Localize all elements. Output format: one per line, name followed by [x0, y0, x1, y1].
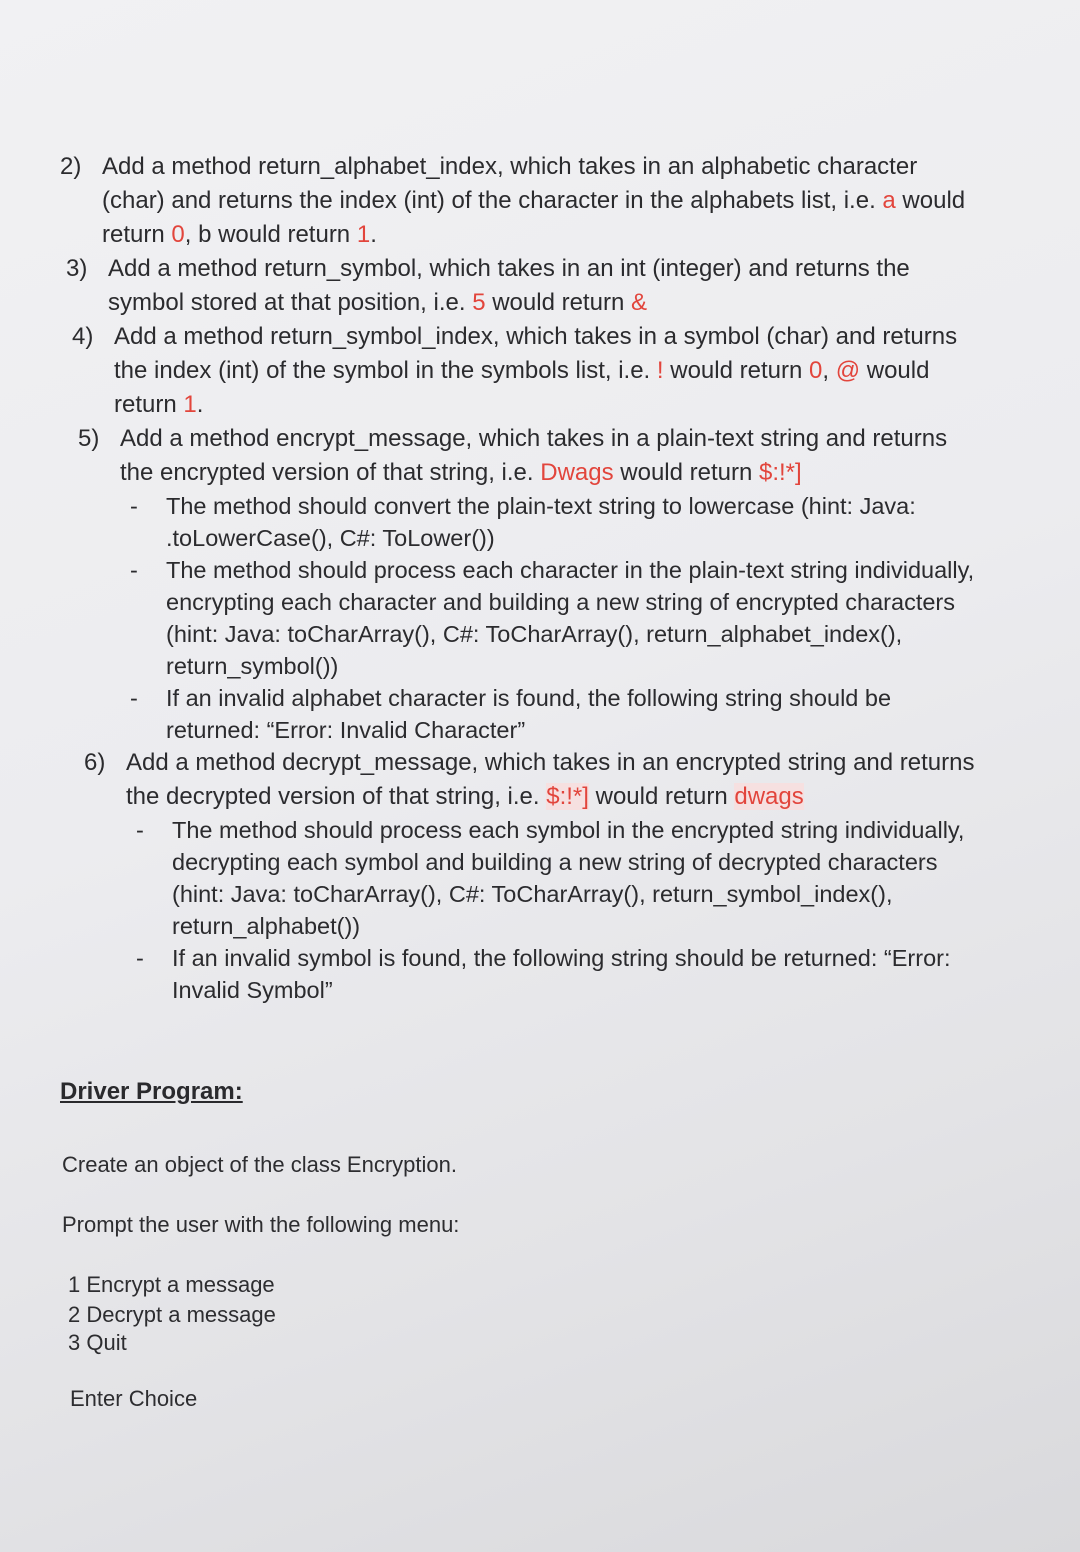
dash-bullet-icon: -	[130, 493, 138, 519]
example-value: !	[656, 357, 664, 384]
driver-program-heading: Driver Program:	[60, 1078, 243, 1105]
item-line	[108, 252, 1050, 286]
example-value: dwags	[734, 783, 804, 810]
item-body	[60, 150, 1050, 252]
text-run: decrypting each symbol and building a new string of decrypted characters	[172, 849, 938, 875]
example-value: 1	[183, 391, 197, 418]
example-value: $:!*]	[546, 783, 589, 810]
item-number: 4)	[72, 323, 94, 350]
sub-line	[166, 618, 1050, 650]
instruction-item	[84, 746, 1050, 1006]
item-number: 3)	[66, 255, 88, 282]
text-run: ,	[822, 357, 836, 384]
text-run: Add a method return_symbol_index, which takes in a symbol (char) and returns	[114, 323, 958, 350]
item-body	[78, 422, 1050, 490]
create-object-text: Create an object of the class Encryption.	[62, 1152, 457, 1177]
text-run: If an invalid symbol is found, the following string should be returned: “Error:	[172, 945, 951, 971]
item-line	[102, 150, 1050, 184]
text-run: (char) and returns the index (int) of the character in the alphabets list, i.e.	[102, 187, 883, 214]
text-run: If an invalid alphabet character is found, the following string should be	[166, 685, 892, 711]
sub-line	[166, 522, 1050, 554]
instruction-item	[66, 252, 1050, 320]
text-run: the index (int) of the symbol in the symbols list, i.e.	[114, 357, 657, 384]
example-value: 0	[808, 357, 823, 384]
text-run: would return	[588, 783, 735, 810]
text-run: .	[196, 391, 204, 418]
item-line	[120, 456, 1050, 490]
instructions-list	[60, 150, 1050, 1006]
item-line	[126, 746, 1050, 780]
instruction-item	[72, 320, 1050, 422]
text-run: return_symbol())	[166, 653, 339, 679]
text-run: the decrypted version of that string, i.e.	[126, 783, 547, 810]
menu-option-quit: 3 Quit	[68, 1330, 127, 1355]
dash-bullet-icon: -	[130, 685, 138, 711]
instruction-item	[78, 422, 1050, 746]
item-body	[66, 252, 1050, 320]
item-line	[108, 286, 1050, 320]
example-value: 0	[171, 221, 185, 248]
example-value: a	[882, 187, 896, 214]
prompt-text: Prompt the user with the following menu:	[62, 1212, 460, 1237]
item-number: 5)	[78, 425, 100, 452]
example-value: &	[630, 289, 647, 316]
sub-line	[172, 942, 1050, 974]
dash-bullet-icon: -	[130, 557, 138, 583]
example-value: 1	[356, 221, 371, 248]
text-run: return_alphabet())	[172, 913, 361, 939]
sub-line	[166, 554, 1050, 586]
text-run: return	[102, 221, 172, 248]
text-run: Add a method decrypt_message, which takes in an encrypted string and returns	[126, 749, 975, 776]
text-run: the encrypted version of that string, i.e.	[120, 459, 541, 486]
sub-line	[172, 878, 1050, 910]
menu-option-decrypt: 2 Decrypt a message	[68, 1302, 276, 1327]
item-body	[84, 746, 1050, 814]
sub-bullet	[78, 682, 1050, 746]
sub-line	[172, 910, 1050, 942]
text-run: symbol stored at that position, i.e.	[108, 289, 473, 316]
sub-bullet	[84, 814, 1050, 942]
example-value: @	[835, 357, 861, 384]
item-line	[114, 388, 1050, 422]
text-run: would	[860, 357, 930, 384]
sub-line	[166, 714, 1050, 746]
text-run: would return	[485, 289, 631, 316]
item-line	[114, 320, 1050, 354]
text-run: , b would return	[184, 221, 357, 248]
item-body	[72, 320, 1050, 422]
text-run: would return	[613, 459, 759, 486]
sub-line	[172, 974, 1050, 1006]
text-run: Add a method return_symbol, which takes in an int (integer) and returns the	[108, 255, 910, 282]
item-number: 6)	[84, 749, 106, 776]
example-value: $:!*]	[759, 459, 802, 486]
sub-bullet	[78, 554, 1050, 682]
item-line	[114, 354, 1050, 388]
text-run: Invalid Symbol”	[172, 977, 333, 1003]
item-line	[120, 422, 1050, 456]
text-run: The method should convert the plain-text string to lowercase (hint: Java:	[166, 493, 916, 519]
dash-bullet-icon: -	[136, 817, 144, 843]
text-run: encrypting each character and building a new string of encrypted characters	[166, 589, 956, 615]
item-line	[126, 780, 1050, 814]
item-number: 2)	[60, 153, 82, 180]
sub-bullet	[78, 490, 1050, 554]
text-run: Add a method encrypt_message, which takes in a plain-text string and returns	[120, 425, 948, 452]
sub-bullet	[84, 942, 1050, 1006]
sub-line	[166, 490, 1050, 522]
text-run: The method should process each symbol in the encrypted string individually,	[172, 817, 965, 843]
example-value: Dwags	[540, 459, 614, 486]
text-run: would return	[663, 357, 809, 384]
sub-line	[166, 586, 1050, 618]
text-run: returned: “Error: Invalid Character”	[166, 717, 526, 743]
text-run: .toLowerCase(), C#: ToLower())	[166, 525, 495, 551]
item-line	[102, 218, 1050, 252]
text-run: return	[114, 391, 184, 418]
text-run: .	[370, 221, 377, 248]
example-value: 5	[472, 289, 486, 316]
item-line	[102, 184, 1050, 218]
sub-line	[172, 814, 1050, 846]
text-run: Add a method return_alphabet_index, which takes in an alphabetic character	[102, 153, 918, 180]
enter-choice-text: Enter Choice	[70, 1386, 198, 1411]
text-run: would	[895, 187, 966, 214]
text-run: (hint: Java: toCharArray(), C#: ToCharArray(), return_symbol_index(),	[172, 881, 893, 907]
menu-option-encrypt: 1 Encrypt a message	[68, 1272, 275, 1297]
text-run: The method should process each character in the plain-text string individually,	[166, 557, 975, 583]
dash-bullet-icon: -	[136, 945, 144, 971]
sub-line	[172, 846, 1050, 878]
sub-line	[166, 650, 1050, 682]
instruction-item	[60, 150, 1050, 252]
sub-line	[166, 682, 1050, 714]
text-run: (hint: Java: toCharArray(), C#: ToCharArray(), return_alphabet_index(),	[166, 621, 903, 647]
